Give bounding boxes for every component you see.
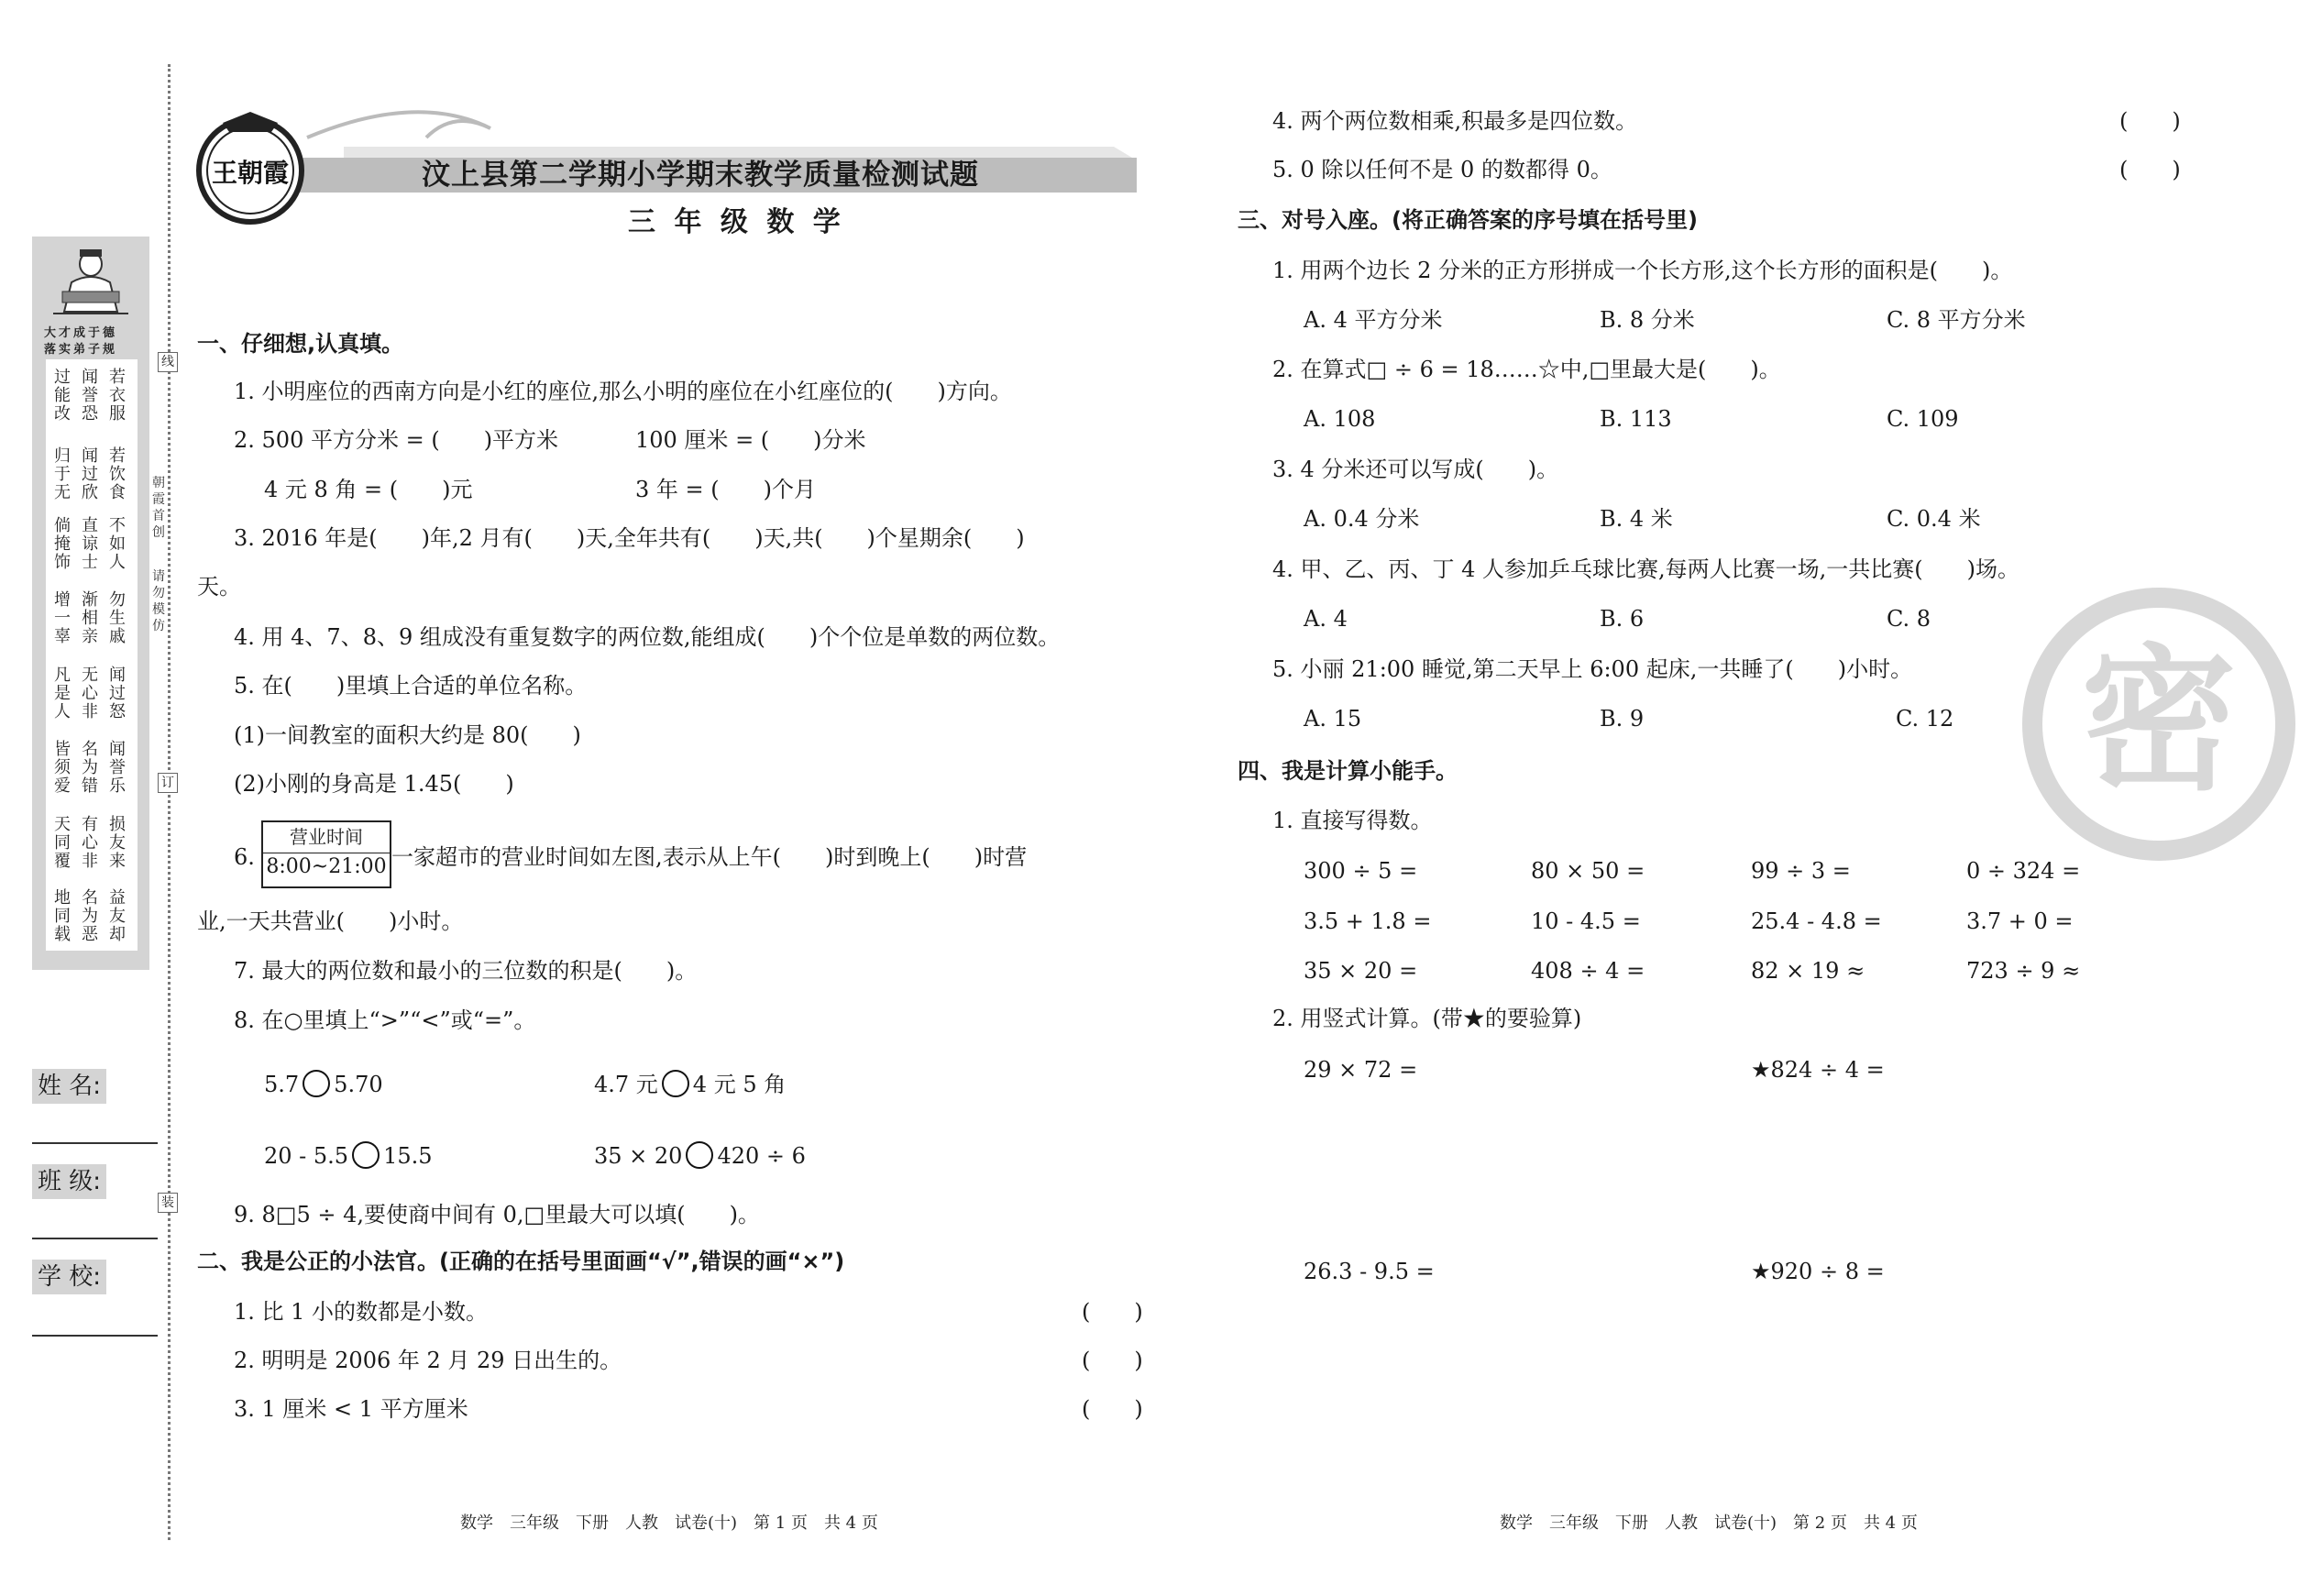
s1-q4: 4. 用 4、7、8、9 组成没有重复数字的两位数,能组成( )个个位是单数的两位数。 — [234, 624, 1061, 650]
calc-item: 0 ÷ 324 = — [1966, 858, 2081, 884]
proverb-column: 若饮食 — [109, 446, 126, 502]
compare-circle-c[interactable] — [352, 1141, 380, 1169]
proverb-column: 地同载 — [54, 888, 71, 944]
proverb-column: 若衣服 — [109, 368, 126, 424]
class-label: 班 级: — [32, 1164, 106, 1199]
calc-item: 25.4 - 4.8 = — [1751, 908, 1882, 934]
proverb-column: 不如人 — [109, 516, 126, 572]
s1-q9: 9. 8□5 ÷ 4,要使商中间有 0,□里最大可以填( )。 — [234, 1202, 760, 1227]
s1-q8: 8. 在○里填上“>”“<”或“=”。 — [234, 1007, 536, 1033]
proverb-column: 无心非 — [82, 666, 98, 721]
section-3-title: 三、对号入座。(将正确答案的序号填在括号里) — [1238, 207, 1698, 233]
s2-q5: 5. 0 除以任何不是 0 的数都得 0。 — [1272, 157, 1612, 182]
business-hours-box — [261, 820, 391, 888]
page-2-footer: 数学 三年级 下册 人教 试卷(十) 第 2 页 共 4 页 — [1500, 1513, 1918, 1533]
seal-box-pack: 装 — [158, 1193, 178, 1213]
calc-item: 82 × 19 ≈ — [1751, 958, 1865, 984]
compare-c — [264, 1142, 433, 1172]
s3-option-c: C. 0.4 米 — [1887, 506, 1981, 532]
s2-q4: 4. 两个两位数相乘,积最多是四位数。 — [1272, 108, 1638, 134]
motto-1: 大才成于德 — [44, 326, 118, 340]
vertical-calc-3: 26.3 - 9.5 = — [1304, 1259, 1435, 1284]
s1-q1: 1. 小明座位的西南方向是小红的座位,那么小明的座位在小红座位的( )方向。 — [234, 379, 1012, 404]
calc-item: 99 ÷ 3 = — [1751, 858, 1851, 884]
s3-option-a: A. 4 — [1304, 606, 1348, 632]
svg-text:王朝霞: 王朝霞 — [211, 158, 290, 188]
proverb-column: 有心非 — [82, 815, 98, 871]
s3-question: 5. 小丽 21:00 睡觉,第二天早上 6:00 起床,一共睡了( )小时。 — [1272, 656, 1913, 682]
calc-item: 300 ÷ 5 = — [1304, 858, 1418, 884]
s1-q6: 一家超市的营业时间如左图,表示从上午( )时到晚上( )时营 — [391, 844, 1028, 870]
proverb-column: 皆须爱 — [54, 740, 71, 796]
s3-question: 2. 在算式□ ÷ 6 = 18……☆中,□里最大是( )。 — [1272, 357, 1781, 382]
proverb-column: 名为错 — [82, 740, 98, 796]
calc-item: 3.7 + 0 = — [1966, 908, 2074, 934]
s1-q5-2: (2)小刚的身高是 1.45( ) — [234, 771, 514, 797]
compare-b-right: 4 元 5 角 — [692, 1072, 787, 1097]
binding-dashed-line — [168, 64, 171, 1540]
proverb-column: 倘掩饰 — [54, 516, 71, 572]
seal-box-bind: 订 — [158, 773, 178, 793]
proverb-column: 益友却 — [109, 888, 126, 944]
s2-q2: 2. 明明是 2006 年 2 月 29 日出生的。 — [234, 1348, 622, 1373]
s3-option-a: A. 0.4 分米 — [1304, 506, 1420, 532]
s2-q1: 1. 比 1 小的数都是小数。 — [234, 1299, 489, 1325]
compare-circle-d[interactable] — [686, 1141, 713, 1169]
s1-q6-cont: 业,一天共营业( )小时。 — [197, 908, 464, 934]
vertical-note-1: 朝霞首创 — [152, 476, 165, 540]
s3-option-b: B. 4 米 — [1600, 506, 1673, 532]
s1-q2c: 4 元 8 角 = ( )元 — [264, 477, 473, 502]
proverb-column: 过能改 — [54, 368, 71, 424]
school-label: 学 校: — [32, 1260, 106, 1294]
s3-question: 3. 4 分米还可以写成( )。 — [1272, 457, 1559, 482]
proverb-column: 勿生戚 — [109, 590, 126, 646]
s4-q1: 1. 直接写得数。 — [1272, 808, 1433, 833]
s1-q5-1: (1)一间教室的面积大约是 80( ) — [234, 722, 581, 748]
school-field[interactable] — [32, 1335, 158, 1337]
s1-q3: 3. 2016 年是( )年,2 月有( )天,全年共有( )天,共( )个星期余( ) — [234, 525, 1025, 551]
seal-char: 密 — [2080, 631, 2238, 812]
business-hours-time: 8:00~21:00 — [263, 853, 390, 881]
proverb-column: 凡是人 — [54, 666, 71, 721]
compare-a-left: 5.7 — [264, 1072, 300, 1097]
calc-item: 723 ÷ 9 ≈ — [1966, 958, 2081, 984]
proverb-column: 闻誉恐 — [82, 368, 98, 424]
proverb-column: 闻过欣 — [82, 446, 98, 502]
proverb-column: 天同覆 — [54, 815, 71, 871]
calc-item: 408 ÷ 4 = — [1531, 958, 1645, 984]
vertical-calc-4: ★920 ÷ 8 = — [1751, 1259, 1885, 1284]
s2-q3: 3. 1 厘米 < 1 平方厘米 — [234, 1396, 468, 1422]
section-2-title: 二、我是公正的小法官。(正确的在括号里面画“√”,错误的画“×”) — [197, 1249, 845, 1274]
motto-2: 落实弟子规 — [44, 343, 118, 357]
compare-b-left: 4.7 元 — [594, 1072, 658, 1097]
proverb-column: 归于无 — [54, 446, 71, 502]
s1-q7: 7. 最大的两位数和最小的三位数的积是( )。 — [234, 958, 698, 984]
s1-q6-num: 6. — [234, 844, 255, 870]
s2-q1-answer[interactable]: ( ) — [1082, 1299, 1143, 1325]
s2-q3-answer[interactable]: ( ) — [1082, 1396, 1143, 1422]
s3-option-c: C. 12 — [1896, 706, 1954, 732]
compare-b — [594, 1071, 786, 1100]
calc-item: 35 × 20 = — [1304, 958, 1418, 984]
title-ribbon — [234, 101, 1132, 158]
exam-title: 汶上县第二学期小学期末教学质量检测试题 — [422, 159, 979, 192]
vertical-note-2: 请勿模仿 — [152, 569, 165, 633]
scholar-illustration — [44, 246, 138, 319]
business-hours-label: 营业时间 — [290, 826, 363, 848]
s2-q5-answer[interactable]: ( ) — [2119, 157, 2181, 182]
s1-q2a: 2. 500 平方分米 = ( )平方米 — [234, 427, 559, 453]
name-label: 姓 名: — [32, 1069, 106, 1104]
proverb-column: 损友来 — [109, 815, 126, 871]
s3-option-b: B. 113 — [1600, 406, 1672, 432]
proverb-column: 增一辜 — [54, 590, 71, 646]
class-field[interactable] — [32, 1238, 158, 1239]
name-field[interactable] — [32, 1142, 158, 1144]
publisher-logo — [191, 108, 310, 227]
vertical-calc-2: ★824 ÷ 4 = — [1751, 1057, 1885, 1083]
seal-box-line: 线 — [158, 352, 178, 372]
compare-d — [594, 1142, 806, 1172]
s1-q3-cont: 天。 — [197, 574, 241, 600]
compare-d-left: 35 × 20 — [594, 1143, 683, 1169]
s3-option-a: A. 15 — [1304, 706, 1362, 732]
proverb-column: 闻誉乐 — [109, 740, 126, 796]
calc-item: 3.5 + 1.8 = — [1304, 908, 1432, 934]
s3-option-b: B. 8 分米 — [1600, 307, 1695, 333]
s1-q5: 5. 在( )里填上合适的单位名称。 — [234, 673, 588, 699]
calc-item: 10 - 4.5 = — [1531, 908, 1641, 934]
compare-a-right: 5.70 — [334, 1072, 383, 1097]
s3-option-c: C. 109 — [1887, 406, 1959, 432]
page-1-footer: 数学 三年级 下册 人教 试卷(十) 第 1 页 共 4 页 — [460, 1513, 878, 1533]
s3-question: 1. 用两个边长 2 分米的正方形拼成一个长方形,这个长方形的面积是( )。 — [1272, 258, 2013, 283]
compare-c-left: 20 - 5.5 — [264, 1143, 349, 1169]
proverb-column: 渐相亲 — [82, 590, 98, 646]
vertical-calc-1: 29 × 72 = — [1304, 1057, 1418, 1083]
s1-q2d: 3 年 = ( )个月 — [635, 477, 816, 502]
compare-a — [264, 1071, 383, 1100]
s3-option-b: B. 6 — [1600, 606, 1645, 632]
section-1-title: 一、仔细想,认真填。 — [197, 331, 404, 357]
confidential-seal — [2021, 587, 2296, 862]
calc-item: 80 × 50 = — [1531, 858, 1645, 884]
s2-q4-answer[interactable]: ( ) — [2119, 108, 2181, 134]
proverb-column: 闻过怒 — [109, 666, 126, 721]
s2-q2-answer[interactable]: ( ) — [1082, 1348, 1143, 1373]
proverb-column: 直谅士 — [82, 516, 98, 572]
s3-option-b: B. 9 — [1600, 706, 1645, 732]
section-4-title: 四、我是计算小能手。 — [1238, 758, 1458, 784]
s1-q2b: 100 厘米 = ( )分米 — [635, 427, 866, 453]
s3-option-a: A. 108 — [1304, 406, 1376, 432]
s3-question: 4. 甲、乙、丙、丁 4 人参加乒乓球比赛,每两人比赛一场,一共比赛( )场。 — [1272, 556, 2020, 582]
compare-circle-a[interactable] — [303, 1070, 330, 1097]
compare-c-right: 15.5 — [383, 1143, 433, 1169]
s4-q2: 2. 用竖式计算。(带★的要验算) — [1272, 1006, 1582, 1031]
s3-option-c: C. 8 — [1887, 606, 1931, 632]
proverb-column: 名为恶 — [82, 888, 98, 944]
s3-option-c: C. 8 平方分米 — [1887, 307, 2026, 333]
compare-circle-b[interactable] — [662, 1070, 689, 1097]
exam-subtitle: 三 年 级 数 学 — [628, 206, 845, 238]
compare-d-right: 420 ÷ 6 — [717, 1143, 806, 1169]
s3-option-a: A. 4 平方分米 — [1304, 307, 1443, 333]
